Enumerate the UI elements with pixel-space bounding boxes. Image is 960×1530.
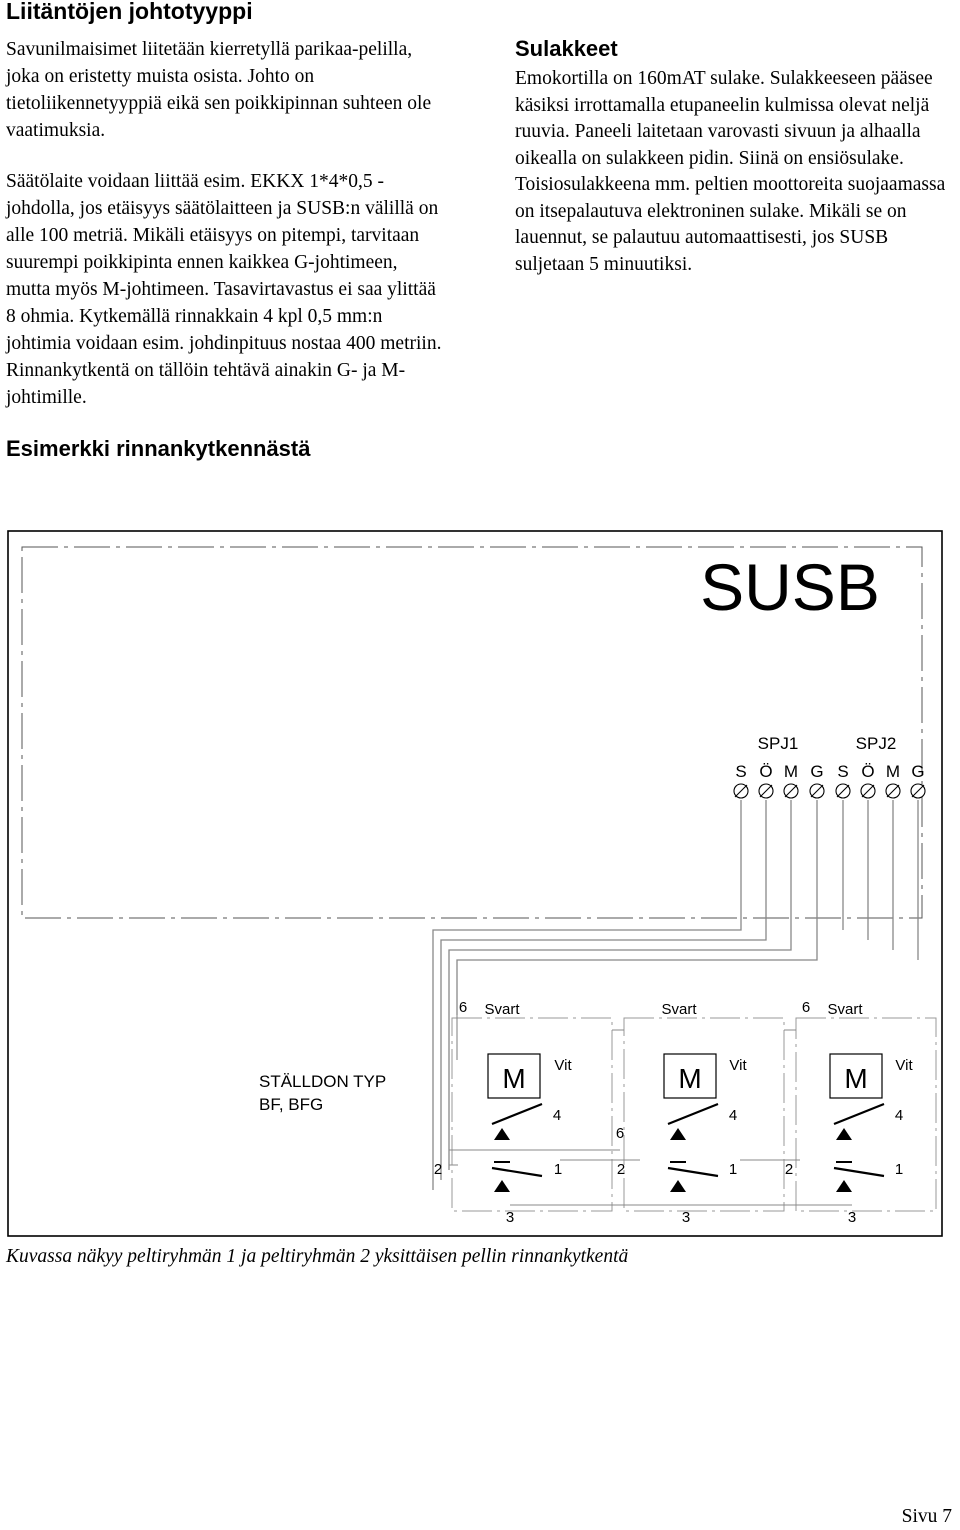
wire-color-label: Svart xyxy=(827,1001,863,1018)
terminal-number: 4 xyxy=(728,1107,738,1124)
paragraph: Savunilmaisimet liitetään kierretyllä parikaa-pelilla, joka on eristetty muista osista. Johto on tietoliikennetyyppiä eikä sen poikkipinnan suhteen ole vaatimuksia. xyxy=(6,39,432,141)
terminal-number: 2 xyxy=(784,1161,794,1178)
wire-number: 6 xyxy=(458,999,468,1016)
terminal-label: M xyxy=(783,762,799,781)
figure-caption: Kuvassa näkyy peltiryhmän 1 ja peltiryhmän 2 yksittäisen pellin rinnankytkentä xyxy=(6,1246,629,1267)
terminal-number: 3 xyxy=(681,1209,691,1226)
terminal-label: Ö xyxy=(861,762,875,781)
terminal-number: 2 xyxy=(433,1161,443,1178)
terminal-label: S xyxy=(735,762,747,781)
wire-color-label: Vit xyxy=(895,1057,913,1074)
terminal-number: 1 xyxy=(728,1161,738,1178)
actuator-2 xyxy=(616,1001,784,1226)
terminal-label: M xyxy=(885,762,901,781)
terminal-label: S xyxy=(837,762,849,781)
terminal-labels xyxy=(735,762,924,781)
paragraph: Säätölaite voidaan liittää esim. EKKX 1*4*0,5 -johdolla, jos etäisyys säätölaitteen ja SUSB:n välillä on alle 100 metriä. Mikäli etäisyys on pitempi, tarvitaan suurempi poikkipinta ennen kaikkea G-johtimeen, mutta myös M-johtimeen. Tasavirtavastus ei saa ylittää 8 ohmia. Kytkemällä rinnakkain 4 kpl 0,5 mm:n johtimia voidaan esim. johdinpituus nostaa 400 metriin. Rinnankytkentä on tällöin tehtävä ainakin G- ja M-johtimille. xyxy=(6,171,442,408)
terminal-number: 1 xyxy=(894,1161,904,1178)
terminal-block xyxy=(734,784,925,798)
terminal-number: 3 xyxy=(505,1209,515,1226)
actuator-3 xyxy=(785,999,936,1226)
terminal-number: 4 xyxy=(894,1107,904,1124)
terminal-label: G xyxy=(911,762,925,781)
diagram-frame xyxy=(8,531,942,1236)
wire-color-label: Svart xyxy=(484,1001,520,1018)
motor-label: M xyxy=(678,1063,702,1094)
fuse-paragraph: Emokortilla on 160mAT sulake. Sulakkeeseen pääsee käsiksi irrottamalla etupaneelin kulmissa olevat neljä ruuvia. Paneeli laitetaan varovasti sivuun ja alhaalla oikealla on sulakkeen pidin. Siinä on ensiösulake. Toisiosulakkeena mm. peltien moottoreita suojaamassa on itsepalautuva elektroninen sulake. Mikäli se on lauennut, se palautuu automaattisesti, jos SUSB suljetaan 5 minuutiksi. xyxy=(515,68,946,275)
terminal-number: 6 xyxy=(615,1125,625,1142)
actuator-model-label: BF, BFG xyxy=(259,1095,324,1114)
wire-number: 6 xyxy=(801,999,811,1016)
motor-label: M xyxy=(844,1063,868,1094)
fuse-heading: Sulakkeet xyxy=(515,36,618,61)
page-number: Sivu 7 xyxy=(901,1506,952,1527)
terminal-number: 4 xyxy=(552,1107,562,1124)
terminal-number: 1 xyxy=(553,1161,563,1178)
actuator-type-label: STÄLLDON TYP xyxy=(259,1072,387,1091)
wire-color-label: Vit xyxy=(729,1057,747,1074)
page-title: Liitäntöjen johtotyyppi xyxy=(6,0,253,24)
terminal-number: 3 xyxy=(847,1209,857,1226)
susb-label: SUSB xyxy=(700,550,880,624)
example-heading: Esimerkki rinnankytkennästä xyxy=(6,436,311,461)
wire-color-label: Vit xyxy=(554,1057,572,1074)
terminal-number: 2 xyxy=(616,1161,626,1178)
spj1-label: SPJ1 xyxy=(757,734,799,753)
spj2-label: SPJ2 xyxy=(855,734,897,753)
actuator-1 xyxy=(434,999,612,1226)
wiring-text xyxy=(6,36,446,411)
wire-color-label: Svart xyxy=(661,1001,697,1018)
terminal-label: Ö xyxy=(759,762,773,781)
wiring-diagram xyxy=(0,500,960,1245)
terminal-label: G xyxy=(810,762,824,781)
motor-label: M xyxy=(502,1063,526,1094)
